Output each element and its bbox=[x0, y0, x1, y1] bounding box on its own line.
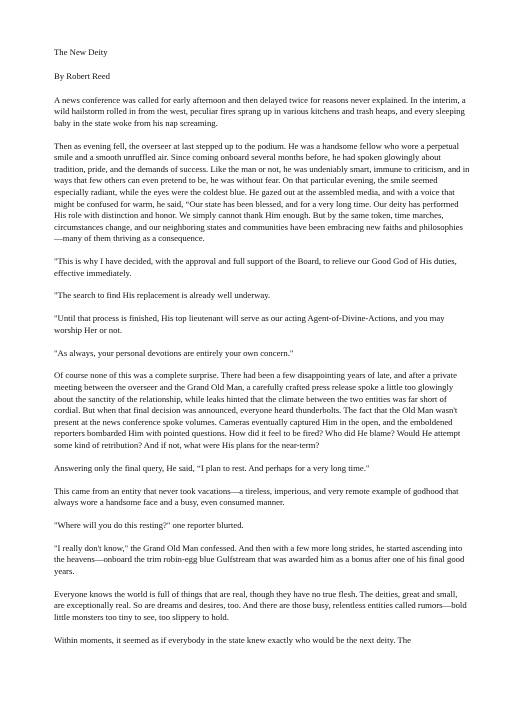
byline: By Robert Reed bbox=[54, 70, 110, 81]
paragraph: "Until that process is finished, His top lieutenant will serve as our acting Agent-of-Divine-Actions, and you may worship Her or not. bbox=[54, 313, 445, 335]
paragraph: Then as evening fell, the overseer at last stepped up to the podium. He was a handsome fellow who wore a perpetual smile and a smooth unruffled air. Since coming onboard several months before, he had spoken glowingly about tradition, pride, and the demands of success. Like the man or not, he was undeniably smart, immune to criticism, and in ways that few others can even pretend to be, he was without fear. On that particular evening, the smile seemed especially radiant, while the eyes were the coldest blue. He gazed out at the assembled media, and with a voice that might be confused for warm, he said, “Our state has been blessed, and for a very long time. Our deity has performed His role with distinction and honor. We simply cannot thank Him enough. But by the same token, time marches, circumstances change, and our neighboring states and communities have been embracing new faiths and philosophies—many of them thriving as a consequence. bbox=[54, 140, 470, 244]
paragraph: This came from an entity that never took vacations—a tireless, imperious, and very remote example of godhood that always wore a handsome face and a busy, even consumed manner. bbox=[54, 485, 459, 508]
paragraph: "This is why I have decided, with the approval and full support of the Board, to relieve our Good God of His duties, effective immediately. bbox=[54, 256, 457, 278]
paragraph: "As always, your personal devotions are entirely your own concern." bbox=[54, 347, 294, 358]
paragraph: "Where will you do this resting?" one reporter blurted. bbox=[54, 519, 244, 530]
paragraph: "The search to find His replacement is already well underway. bbox=[54, 290, 271, 301]
paragraph: "I really don't know," the Grand Old Man confessed. And then with a few more long strides, he started ascending into the heavens—onboard the trim robin-egg blue Gulfstream that was awarded him as a bonus after one of his final good years. bbox=[54, 542, 465, 576]
document-title: The New Deity bbox=[54, 47, 108, 57]
paragraph: Everyone knows the world is full of things that are real, though they have no true flesh. The deities, great and small, are exceptionally real. So are dreams and desires, too. And there are those busy, relentless entities called rumors—bold little monsters too tiny to see, too slippery to hold. bbox=[54, 588, 467, 622]
paragraph: Answering only the final query, He said, “I plan to rest. And perhaps for a very long time." bbox=[54, 462, 370, 473]
paragraph: Within moments, it seemed as if everybody in the state knew exactly who would be the next deity. The bbox=[54, 634, 411, 645]
paragraph: A news conference was called for early afternoon and then delayed twice for reasons never explained. In the interim, a wild hailstorm rolled in from the west, peculiar fires sprang up in various kitchens and trash heaps, and every sleeping baby in the state woke from his nap screaming. bbox=[54, 94, 466, 128]
paragraph: Of course none of this was a complete surprise. There had been a few disappointing years of late, and after a private meeting between the overseer and the Grand Old Man, a carefully crafted press release spoke a little too glowingly about the sanctity of the relationship, while leaks hinted that the climate between the two entities was far short of cordial. But when that final decision was announced, everyone heard thunderbolts. The fact that the Old Man wasn't present at the news conference spoke volumes. Cameras eventually captured Him in the open, and the emboldened reporters bombarded Him with pointed questions. How did it feel to be fired? Who did He blame? Would He attempt some kind of retribution? And if not, what were His plans for the near-term? bbox=[54, 370, 461, 450]
